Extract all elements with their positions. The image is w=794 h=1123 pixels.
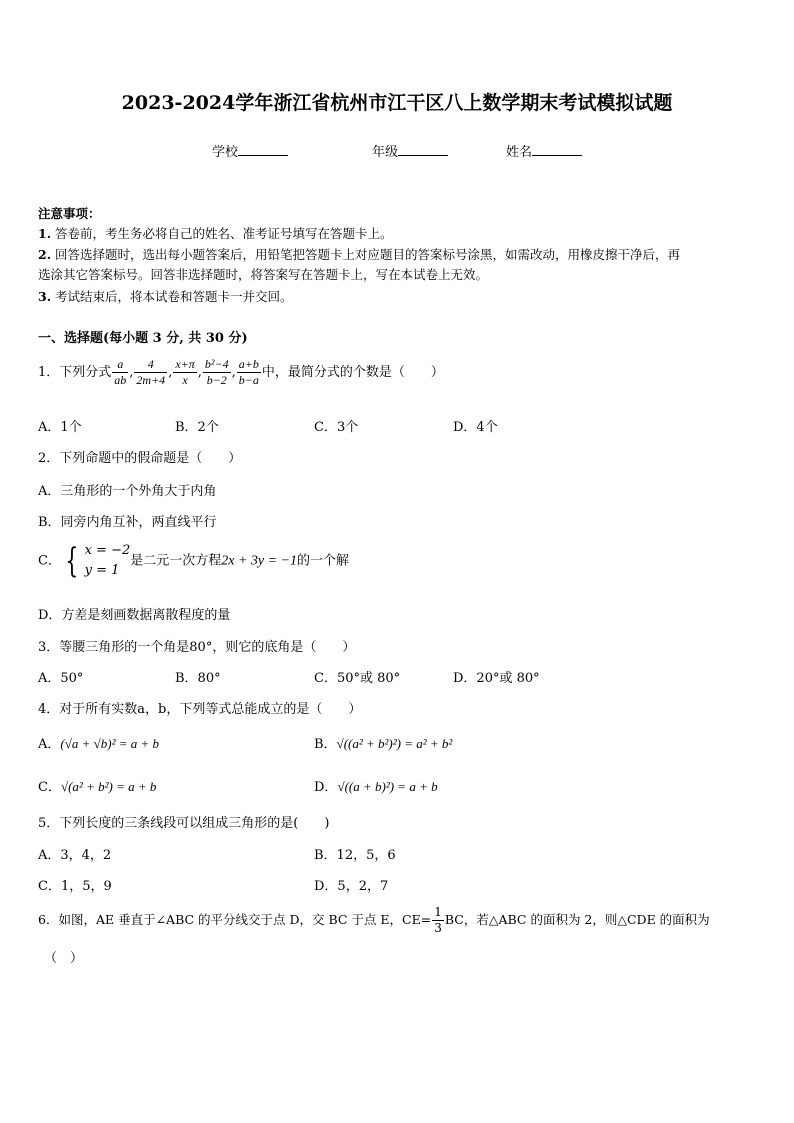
question-6-answer-paren: （ ） (44, 951, 84, 966)
q5-option-c: C．1，5，9 (38, 879, 112, 894)
q2-option-a: A．三角形的一个外角大于内角 (38, 484, 217, 499)
question-1-stem: 1．下列分式 $\frac{a}{ab}$ , $\frac{4}{2m+4}$ , $\frac{x+\pi}{x}$ , $\frac{\text{b²−4}}{b-2}$ , $\frac{a+b}{b-a}$ 中，最简分式的个数是（ ） (38, 357, 444, 387)
school-label: 学校 (212, 145, 239, 160)
school-field (212, 141, 288, 160)
q5-option-d: D．5，2，7 (314, 879, 389, 894)
notice-item-2-cont: 选涂其它答案标号。回答非选择题时，将答案写在答题卡上，写在本试卷上无效。 (38, 267, 489, 282)
grade-label: 年级 (372, 145, 399, 160)
q4-option-b: B．√((a² + b²)²) = a² + b² (314, 736, 453, 752)
q5-option-a: A．3，4，2 (38, 848, 112, 863)
q5-option-b: B．12，5，6 (314, 848, 396, 863)
q1-option-a: A．1个 (38, 420, 82, 435)
school-blank (238, 143, 288, 156)
fraction: $\frac{x+\pi}{x}$ (175, 357, 195, 387)
name-blank (532, 143, 582, 156)
question-6-stem: 6．如图，AE 垂直于∠ABC 的平分线交于点 D，交 BC 于点 E，CE= $\frac{1}{3}$ BC，若△ABC 的面积为 2，则△CDE 的面积为 (38, 905, 710, 935)
q1-option-b: B．2个 (175, 420, 219, 435)
notice-heading: 注意事项： (38, 206, 101, 221)
q3-option-b: B．80° (175, 671, 221, 686)
equation-system: { x = −2 y = 1 (65, 541, 131, 581)
notice-item-2: 2. 回答选择题时，选出每小题答案后，用铅笔把答题卡上对应题目的答案标号涂黑，如需改动，用橡皮擦干净后，再 (38, 247, 681, 262)
question-3-stem: 3．等腰三角形的一个角是80°，则它的底角是（ ） (38, 640, 356, 655)
question-2-stem: 2．下列命题中的假命题是（ ） (38, 451, 242, 466)
q2-option-d: D．方差是刻画数据离散程度的量 (38, 608, 231, 623)
q2-option-c: C． { x = −2 y = 1 是二元一次方程2x + 3y = −1的一个解 (38, 541, 350, 581)
fraction: $\frac{a+b}{b-a}$ (238, 357, 259, 387)
fraction: $\frac{1}{3}$ (434, 905, 442, 935)
q3-option-c: C．50°或 80° (314, 671, 401, 686)
q4-option-c: C．√(a² + b²) = a + b (38, 779, 157, 795)
q1-option-d: D．4个 (453, 420, 498, 435)
q1-option-c: C．3个 (314, 420, 359, 435)
grade-blank (398, 143, 448, 156)
page-title: 2023-2024学年浙江省杭州市江干区八上数学期末考试模拟试题 (121, 92, 673, 114)
q3-option-a: A．50° (38, 671, 84, 686)
q2-option-b: B．同旁内角互补，两直线平行 (38, 515, 217, 530)
q4-option-a: A．(√a + √b)² = a + b (38, 736, 160, 752)
q3-option-d: D．20°或 80° (453, 671, 540, 686)
name-label: 姓名 (506, 145, 533, 160)
fraction: $\frac{4}{2m+4}$ (136, 357, 166, 387)
notice-item-1: 1. 答卷前，考生务必将自己的姓名、准考证号填写在答题卡上。 (38, 226, 393, 241)
grade-field (372, 141, 448, 160)
q4-option-d: D．√((a + b)²) = a + b (314, 779, 438, 795)
question-5-stem: 5．下列长度的三条线段可以组成三角形的是( ) (38, 816, 330, 831)
fraction: $\frac{a}{ab}$ (114, 357, 127, 387)
question-4-stem: 4．对于所有实数a，b，下列等式总能成立的是（ ） (38, 702, 362, 717)
name-field (506, 141, 582, 160)
notice-item-3: 3. 考试结束后，将本试卷和答题卡一并交回。 (38, 289, 293, 304)
section-choice-title: 一、选择题(每小题 3 分, 共 30 分) (38, 331, 248, 346)
fraction: $\frac{\text{b²−4}}{b-2}$ (204, 357, 229, 387)
